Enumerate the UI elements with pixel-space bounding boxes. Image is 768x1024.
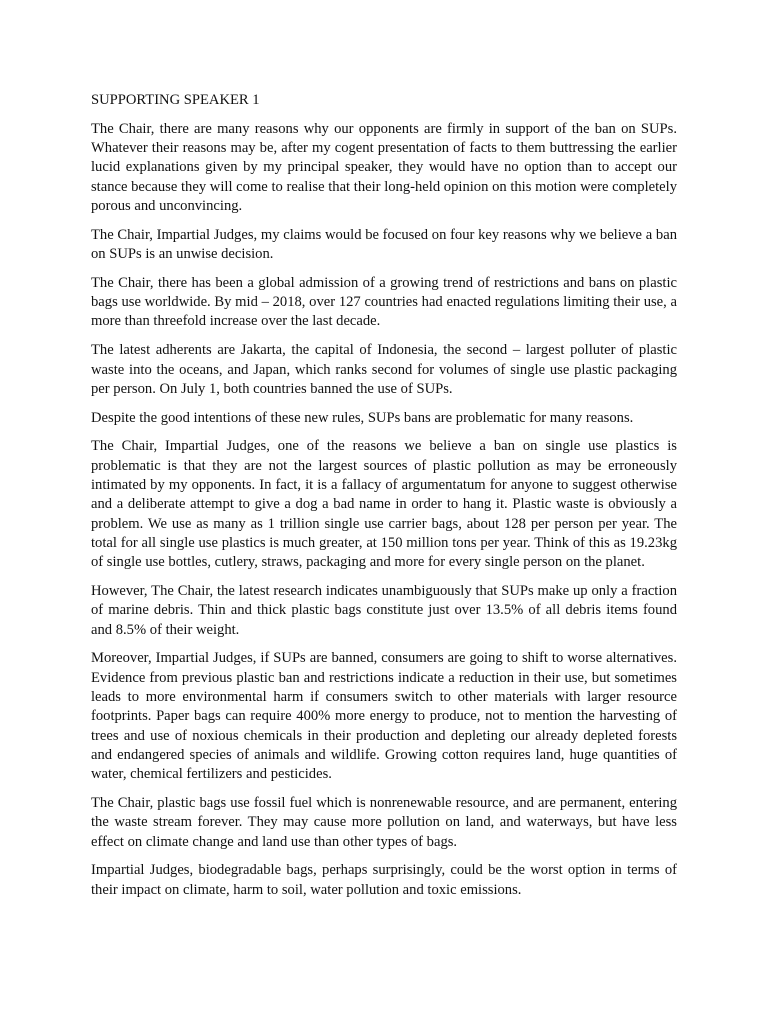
document-page [91,91,677,909]
paragraph-latest-adherents: The latest adherents are Jakarta, the capital of Indonesia, the second – largest polluter of plastic waste into the oceans, and Japan, which ranks second for volumes of single use plastic packaging per person. On July 1, both countries banned the use of SUPs. [91,342,677,397]
paragraph-biodegradable-bags: Impartial Judges, biodegradable bags, perhaps surprisingly, could be the worst option in terms of their impact on climate, harm to soil, water pollution and toxic emissions. [91,862,677,898]
paragraph-not-largest-source: The Chair, Impartial Judges, one of the reasons we believe a ban on single use plastics is problematic is that they are not the largest sources of plastic pollution as may be erroneously intimated by my opponents. In fact, it is a fallacy of argumentatum for anyone to suggest otherwise and a deliberate attempt to give a dog a bad name in order to hang it. Plastic waste is obviously a problem. We use as many as 1 trillion single use carrier bags, about 128 per person per year. The total for all single use plastics is much greater, at 150 million tons per year. Think of this as 19.23kg of single use bottles, cutlery, straws, packaging and more for every single person on the planet. [91,438,677,571]
paragraph-fossil-fuel: The Chair, plastic bags use fossil fuel which is nonrenewable resource, and are permanent, entering the waste stream forever. They may cause more pollution on land, and waterways, but have less effect on climate change and land use than other types of bags. [91,795,677,850]
paragraph-problematic-bans: Despite the good intentions of these new rules, SUPs bans are problematic for many reasons. [91,409,634,426]
document-heading: SUPPORTING SPEAKER 1 [91,92,260,108]
paragraph-opponents-support: The Chair, there are many reasons why our opponents are firmly in support of the ban on SUPs. Whatever their reasons may be, after my cogent presentation of facts to them buttressing the earlier lucid explanations given by my principal speaker, they would have no option than to accept our stance because they will come to realise that their long-held opinion on this motion were completely porous and unconvincing. [91,120,677,214]
paragraph-four-key-reasons: The Chair, Impartial Judges, my claims would be focused on four key reasons why we believe a ban on SUPs is an unwise decision. [91,226,677,263]
paragraph-global-restrictions: The Chair, there has been a global admission of a growing trend of restrictions and bans on plastic bags use worldwide. By mid – 2018, over 127 countries had enacted regulations limiting their use, a more than threefold increase over the last decade. [91,274,677,330]
paragraph-marine-debris: However, The Chair, the latest research indicates unambiguously that SUPs make up only a fraction of marine debris. Thin and thick plastic bags constitute just over 13.5% of all debris items found and 8.5% of their weight. [91,583,677,638]
paragraph-worse-alternatives: Moreover, Impartial Judges, if SUPs are banned, consumers are going to shift to worse alternatives. Evidence from previous plastic ban and restrictions indicate a reduction in their use, but sometimes leads to more environmental harm if consumers switch to other materials with larger resource footprints. Paper bags can require 400% more energy to produce, not to mention the harvesting of trees and use of noxious chemicals in their production and depleting our already depleted forests and endangered species of animals and wildlife. Growing cotton requires land, huge quantities of water, chemical fertilizers and pesticides. [91,650,677,783]
